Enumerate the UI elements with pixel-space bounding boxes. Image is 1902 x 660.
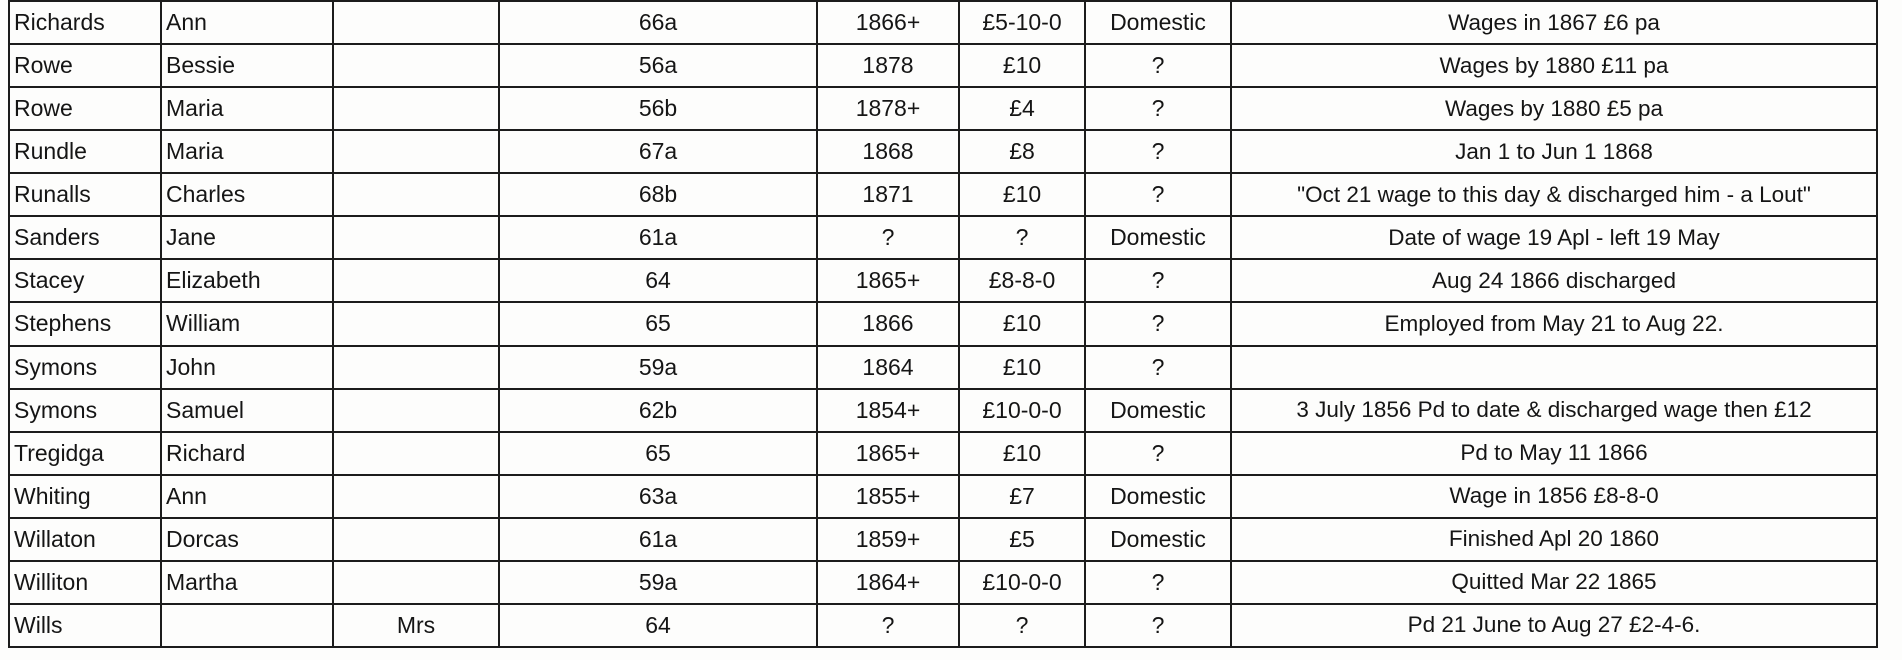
title-cell: [333, 259, 499, 302]
wage-cell: £7: [959, 475, 1085, 518]
notes-cell: "Oct 21 wage to this day & discharged him - a Lout": [1231, 173, 1877, 216]
title-cell: [333, 216, 499, 259]
wage-cell: ?: [959, 216, 1085, 259]
type-cell: ?: [1085, 44, 1231, 87]
surname-cell: Whiting: [9, 475, 161, 518]
reference-cell: 68b: [499, 173, 817, 216]
forename-cell: Dorcas: [161, 518, 333, 561]
surname-cell: Williton: [9, 561, 161, 604]
year-cell: 1864+: [817, 561, 959, 604]
reference-cell: 65: [499, 302, 817, 345]
surname-cell: Symons: [9, 389, 161, 432]
wage-cell: ?: [959, 604, 1085, 647]
notes-cell: Aug 24 1866 discharged: [1231, 259, 1877, 302]
year-cell: 1866: [817, 302, 959, 345]
year-cell: 1855+: [817, 475, 959, 518]
surname-cell: Rowe: [9, 87, 161, 130]
wage-cell: £10-0-0: [959, 561, 1085, 604]
notes-cell: Jan 1 to Jun 1 1868: [1231, 130, 1877, 173]
table-row: [9, 130, 1877, 173]
table-row: [9, 604, 1877, 647]
wage-cell: £8-8-0: [959, 259, 1085, 302]
title-cell: [333, 44, 499, 87]
forename-cell: John: [161, 346, 333, 389]
reference-cell: 65: [499, 432, 817, 475]
surname-cell: Willaton: [9, 518, 161, 561]
title-cell: Mrs: [333, 604, 499, 647]
type-cell: ?: [1085, 87, 1231, 130]
notes-cell: 3 July 1856 Pd to date & discharged wage then £12: [1231, 389, 1877, 432]
year-cell: 1878: [817, 44, 959, 87]
reference-cell: 64: [499, 259, 817, 302]
surname-cell: Symons: [9, 346, 161, 389]
forename-cell: William: [161, 302, 333, 345]
year-cell: ?: [817, 604, 959, 647]
reference-cell: 61a: [499, 216, 817, 259]
type-cell: Domestic: [1085, 475, 1231, 518]
type-cell: ?: [1085, 346, 1231, 389]
forename-cell: Richard: [161, 432, 333, 475]
reference-cell: 56a: [499, 44, 817, 87]
table-row: [9, 432, 1877, 475]
type-cell: Domestic: [1085, 216, 1231, 259]
forename-cell: Maria: [161, 87, 333, 130]
surname-cell: Rowe: [9, 44, 161, 87]
wage-cell: £10: [959, 173, 1085, 216]
title-cell: [333, 302, 499, 345]
forename-cell: Bessie: [161, 44, 333, 87]
reference-cell: 59a: [499, 561, 817, 604]
forename-cell: Ann: [161, 1, 333, 44]
type-cell: ?: [1085, 432, 1231, 475]
title-cell: [333, 475, 499, 518]
surname-cell: Runalls: [9, 173, 161, 216]
wage-cell: £5: [959, 518, 1085, 561]
table-row: [9, 475, 1877, 518]
wage-cell: £8: [959, 130, 1085, 173]
notes-cell: [1231, 346, 1877, 389]
title-cell: [333, 561, 499, 604]
forename-cell: Samuel: [161, 389, 333, 432]
year-cell: 1878+: [817, 87, 959, 130]
type-cell: ?: [1085, 259, 1231, 302]
reference-cell: 67a: [499, 130, 817, 173]
notes-cell: Wage in 1856 £8-8-0: [1231, 475, 1877, 518]
year-cell: 1854+: [817, 389, 959, 432]
wage-cell: £10: [959, 44, 1085, 87]
type-cell: ?: [1085, 302, 1231, 345]
reference-cell: 61a: [499, 518, 817, 561]
notes-cell: Wages by 1880 £11 pa: [1231, 44, 1877, 87]
table-row: [9, 346, 1877, 389]
year-cell: 1865+: [817, 259, 959, 302]
surname-cell: Tregidga: [9, 432, 161, 475]
surname-cell: Richards: [9, 1, 161, 44]
table-row: [9, 389, 1877, 432]
servants-wages-table: [8, 0, 1878, 648]
type-cell: ?: [1085, 561, 1231, 604]
reference-cell: 59a: [499, 346, 817, 389]
year-cell: 1864: [817, 346, 959, 389]
table-row: [9, 518, 1877, 561]
type-cell: ?: [1085, 130, 1231, 173]
notes-cell: Wages in 1867 £6 pa: [1231, 1, 1877, 44]
table-row: [9, 1, 1877, 44]
forename-cell: [161, 604, 333, 647]
forename-cell: Charles: [161, 173, 333, 216]
type-cell: Domestic: [1085, 389, 1231, 432]
year-cell: 1871: [817, 173, 959, 216]
wage-cell: £10: [959, 302, 1085, 345]
reference-cell: 56b: [499, 87, 817, 130]
notes-cell: Wages by 1880 £5 pa: [1231, 87, 1877, 130]
title-cell: [333, 518, 499, 561]
table-row: [9, 87, 1877, 130]
notes-cell: Quitted Mar 22 1865: [1231, 561, 1877, 604]
year-cell: ?: [817, 216, 959, 259]
surname-cell: Sanders: [9, 216, 161, 259]
forename-cell: Maria: [161, 130, 333, 173]
surname-cell: Rundle: [9, 130, 161, 173]
reference-cell: 64: [499, 604, 817, 647]
year-cell: 1859+: [817, 518, 959, 561]
year-cell: 1868: [817, 130, 959, 173]
forename-cell: Elizabeth: [161, 259, 333, 302]
table-row: [9, 216, 1877, 259]
title-cell: [333, 432, 499, 475]
title-cell: [333, 87, 499, 130]
type-cell: Domestic: [1085, 1, 1231, 44]
reference-cell: 63a: [499, 475, 817, 518]
year-cell: 1865+: [817, 432, 959, 475]
surname-cell: Wills: [9, 604, 161, 647]
table-row: [9, 44, 1877, 87]
surname-cell: Stacey: [9, 259, 161, 302]
wage-cell: £5-10-0: [959, 1, 1085, 44]
title-cell: [333, 1, 499, 44]
type-cell: ?: [1085, 604, 1231, 647]
wage-cell: £10: [959, 346, 1085, 389]
type-cell: Domestic: [1085, 518, 1231, 561]
title-cell: [333, 346, 499, 389]
title-cell: [333, 389, 499, 432]
type-cell: ?: [1085, 173, 1231, 216]
notes-cell: Finished Apl 20 1860: [1231, 518, 1877, 561]
reference-cell: 62b: [499, 389, 817, 432]
notes-cell: Pd 21 June to Aug 27 £2-4-6.: [1231, 604, 1877, 647]
forename-cell: Jane: [161, 216, 333, 259]
table-body: [9, 1, 1877, 647]
notes-cell: Pd to May 11 1866: [1231, 432, 1877, 475]
table-row: [9, 173, 1877, 216]
table-row: [9, 561, 1877, 604]
table-row: [9, 302, 1877, 345]
year-cell: 1866+: [817, 1, 959, 44]
table-row: [9, 259, 1877, 302]
forename-cell: Ann: [161, 475, 333, 518]
forename-cell: Martha: [161, 561, 333, 604]
notes-cell: Employed from May 21 to Aug 22.: [1231, 302, 1877, 345]
wage-cell: £10-0-0: [959, 389, 1085, 432]
reference-cell: 66a: [499, 1, 817, 44]
surname-cell: Stephens: [9, 302, 161, 345]
wage-cell: £10: [959, 432, 1085, 475]
notes-cell: Date of wage 19 Apl - left 19 May: [1231, 216, 1877, 259]
title-cell: [333, 130, 499, 173]
title-cell: [333, 173, 499, 216]
wage-cell: £4: [959, 87, 1085, 130]
